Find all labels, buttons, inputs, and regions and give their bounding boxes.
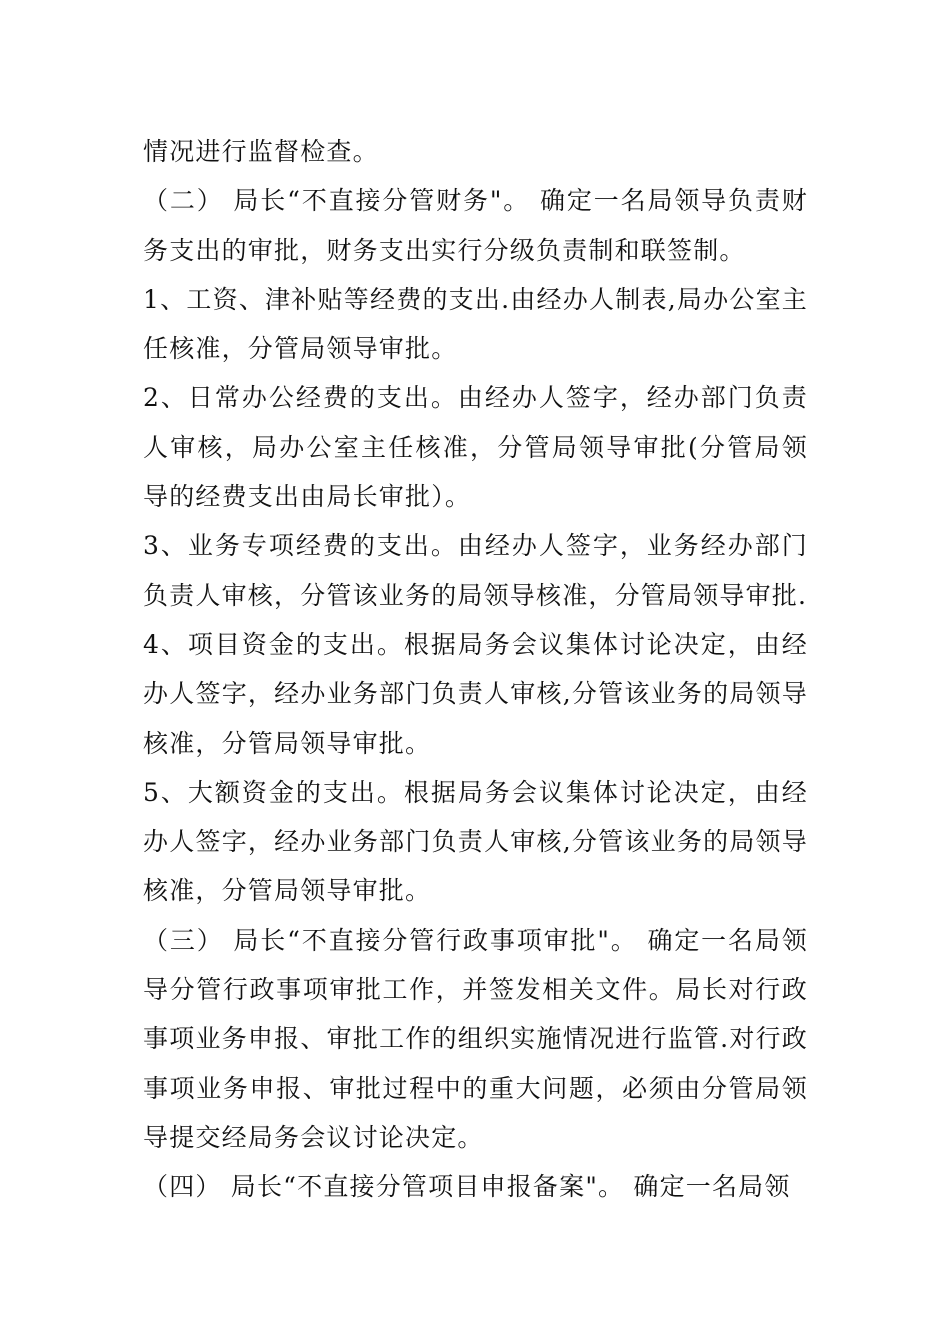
paragraph-item-3-special-funds: 3、业务专项经费的支出。由经办人签字，业务经办部门负责人审核，分管该业务的局领导核准，分管局领导审批.: [143, 531, 808, 610]
paragraph-item-5-large-funds: 5、大额资金的支出。根据局务会议集体讨论决定，由经办人签字，经办业务部门负责人审核,分管该业务的局领导核准，分管局领导审批。: [143, 777, 808, 906]
paragraph-section-4-project-filing: （四） 局长“不直接分管项目申报备案"。 确定一名局领: [143, 1172, 791, 1202]
paragraph-section-3-administrative: （三） 局长“不直接分管行政事项审批"。 确定一名局领导分管行政事项审批工作，并签发相关文件。局长对行政事项业务申报、审批工作的组织实施情况进行监管.对行政事项业务申报、审批过程中的重大问题，必须由分管局领导提交经局务会议讨论决定。: [143, 925, 808, 1152]
paragraph-item-2-office-expenses: 2、日常办公经费的支出。由经办人签字，经办部门负责人审核，局办公室主任核准，分管局领导审批(分管局领导的经费支出由局长审批）。: [143, 383, 808, 512]
paragraph-section-2-finance: （二） 局长“不直接分管财务"。 确定一名局领导负责财务支出的审批，财务支出实行分级负责制和联签制。: [143, 186, 808, 265]
paragraph-supervision: 情况进行监督检查。: [143, 137, 379, 166]
document-body: [143, 127, 808, 1212]
paragraph-item-4-project-funds: 4、项目资金的支出。根据局务会议集体讨论决定，由经办人签字，经办业务部门负责人审核,分管该业务的局领导核准，分管局领导审批。: [143, 629, 808, 758]
paragraph-item-1-wages: 1、工资、津补贴等经费的支出.由经办人制表,局办公室主任核准，分管局领导审批。: [143, 284, 808, 364]
